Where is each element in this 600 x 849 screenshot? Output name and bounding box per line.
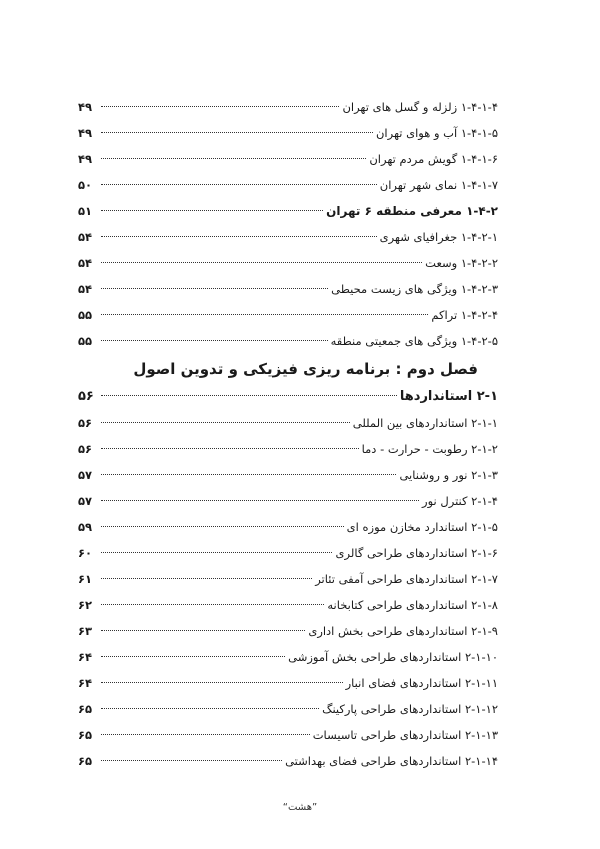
toc-entry-title: ۲-۱-۸ استانداردهای طراحی کتابخانه (327, 598, 498, 612)
toc-entry (78, 696, 498, 722)
toc-entry-title: ۲-۱ استانداردها (399, 389, 498, 404)
dot-leader (101, 314, 428, 315)
toc-entry-page: ۵۹ (78, 520, 93, 534)
chapter-heading: فصل دوم : برنامه ریزی فیزیکی و تدوین اصول (133, 360, 478, 378)
toc-entry (78, 224, 498, 250)
toc-entry-title: ۱-۴-۱-۴ زلزله و گسل های تهران (342, 100, 498, 114)
toc-entry-title: ۱-۴-۲-۱ جغرافیای شهری (379, 230, 498, 244)
dot-leader (101, 760, 282, 761)
toc-entry-page: ۵۵ (78, 308, 93, 322)
toc-entry-page: ۶۱ (78, 572, 93, 586)
dot-leader (101, 708, 319, 709)
toc-entry-title: ۲-۱-۴ کنترل نور (422, 494, 498, 508)
toc-entry (78, 328, 498, 354)
toc-entry-page: ۵۵ (78, 334, 93, 348)
toc-entry-page: ۵۱ (78, 204, 93, 218)
toc-entry-page: ۵۴ (78, 230, 93, 244)
toc-entry-title: ۲-۱-۵ استاندارد مخازن موزه ای (346, 520, 498, 534)
dot-leader (101, 734, 310, 735)
toc-entry (78, 172, 498, 198)
toc-entry (78, 592, 498, 618)
toc-entry (78, 462, 498, 488)
toc-entry (78, 146, 498, 172)
toc-entry-page: ۵۶ (78, 416, 93, 430)
toc-entry-title: ۲-۱-۷ استانداردهای طراحی آمفی تئاتر (315, 572, 498, 586)
toc-entry-page: ۶۳ (78, 624, 93, 638)
dot-leader (101, 422, 350, 423)
dot-leader (101, 526, 344, 527)
dot-leader (101, 106, 339, 107)
dot-leader (101, 474, 396, 475)
dot-leader (101, 184, 377, 185)
toc-entry-page: ۶۴ (78, 676, 93, 690)
dot-leader (101, 604, 324, 605)
toc-entry-page: ۵۷ (78, 468, 93, 482)
toc-entry-title: ۲-۱-۶ استانداردهای طراحی گالری (335, 546, 498, 560)
toc-entry-title: ۱-۴-۱-۷ نمای شهر تهران (379, 178, 498, 192)
toc-entry-page: ۵۶ (78, 389, 94, 404)
dot-leader (101, 340, 328, 341)
toc-entry-page: ۴۹ (78, 152, 93, 166)
toc-entry (78, 540, 498, 566)
dot-leader (101, 262, 422, 263)
toc-entry-page: ۶۰ (78, 546, 93, 560)
dot-leader (101, 132, 373, 133)
toc-entry (78, 410, 498, 436)
dot-leader (101, 578, 312, 579)
toc-entry-page: ۵۷ (78, 494, 93, 508)
toc-entry-title: ۲-۱-۱۱ استانداردهای فضای انبار (345, 676, 498, 690)
toc-entry (78, 198, 498, 224)
toc-entry (78, 120, 498, 146)
toc-entry-title: ۱-۴-۱-۵ آب و هوای تهران (375, 126, 498, 140)
toc-entry (78, 618, 498, 644)
toc-entry-page: ۶۵ (78, 754, 93, 768)
toc-part-1 (78, 94, 498, 354)
toc-entry-title: ۱-۴-۲-۵ ویژگی های جمعیتی منطقه (330, 334, 498, 348)
toc-entry (78, 436, 498, 462)
dot-leader (101, 210, 323, 211)
toc-entry (78, 276, 498, 302)
toc-entry-page: ۵۶ (78, 442, 93, 456)
toc-entry-page: ۴۹ (78, 100, 93, 114)
toc-entry-page: ۶۵ (78, 728, 93, 742)
toc-entry-title: ۲-۱-۱۲ استانداردهای طراحی پارکینگ (322, 702, 498, 716)
toc-entry-page: ۵۴ (78, 282, 93, 296)
dot-leader (101, 630, 305, 631)
toc-entry-title: ۲-۱-۳ نور و روشنایی (399, 468, 498, 482)
dot-leader (101, 158, 366, 159)
table-of-contents (78, 94, 498, 774)
toc-entry (78, 94, 498, 120)
toc-entry (78, 566, 498, 592)
toc-entry (78, 302, 498, 328)
toc-entry-title: ۲-۱-۱۳ استانداردهای طراحی تاسیسات (312, 728, 498, 742)
toc-entry (78, 644, 498, 670)
toc-entry-page: ۶۴ (78, 650, 93, 664)
toc-entry-title: ۱-۴-۲-۳ ویژگی های زیست محیطی (331, 282, 498, 296)
dot-leader (101, 288, 328, 289)
toc-entry (78, 250, 498, 276)
toc-entry-page: ۴۹ (78, 126, 93, 140)
toc-entry-title: ۱-۴-۲ معرفی منطقه ۶ تهران (326, 204, 498, 218)
toc-entry-title: ۲-۱-۹ استانداردهای طراحی بخش اداری (308, 624, 498, 638)
page-footer: “هشت” (282, 802, 318, 813)
toc-entry (78, 384, 498, 410)
dot-leader (101, 236, 377, 237)
toc-entry (78, 748, 498, 774)
toc-entry (78, 722, 498, 748)
dot-leader (101, 500, 419, 501)
toc-entry-page: ۶۲ (78, 598, 93, 612)
toc-entry (78, 670, 498, 696)
toc-entry-title: ۱-۴-۱-۶ گویش مردم تهران (369, 152, 498, 166)
toc-entry-title: ۲-۱-۱۴ استانداردهای طراحی فضای بهداشتی (285, 754, 498, 768)
toc-entry (78, 488, 498, 514)
toc-entry-title: ۱-۴-۲-۴ تراکم (431, 308, 498, 322)
toc-entry-page: ۶۵ (78, 702, 93, 716)
dot-leader (101, 552, 332, 553)
toc-part-2 (78, 384, 498, 774)
toc-entry-title: ۲-۱-۲ رطوبت - حرارت - دما (361, 442, 498, 456)
toc-entry-title: ۱-۴-۲-۲ وسعت (425, 256, 498, 270)
dot-leader (101, 395, 397, 396)
toc-entry-title: ۲-۱-۱۰ استانداردهای طراحی بخش آموزشی (288, 650, 498, 664)
toc-entry-title: ۲-۱-۱ استانداردهای بین المللی (352, 416, 498, 430)
dot-leader (101, 682, 343, 683)
dot-leader (101, 656, 285, 657)
toc-entry-page: ۵۰ (78, 178, 93, 192)
toc-entry (78, 514, 498, 540)
dot-leader (101, 448, 359, 449)
toc-entry-page: ۵۴ (78, 256, 93, 270)
